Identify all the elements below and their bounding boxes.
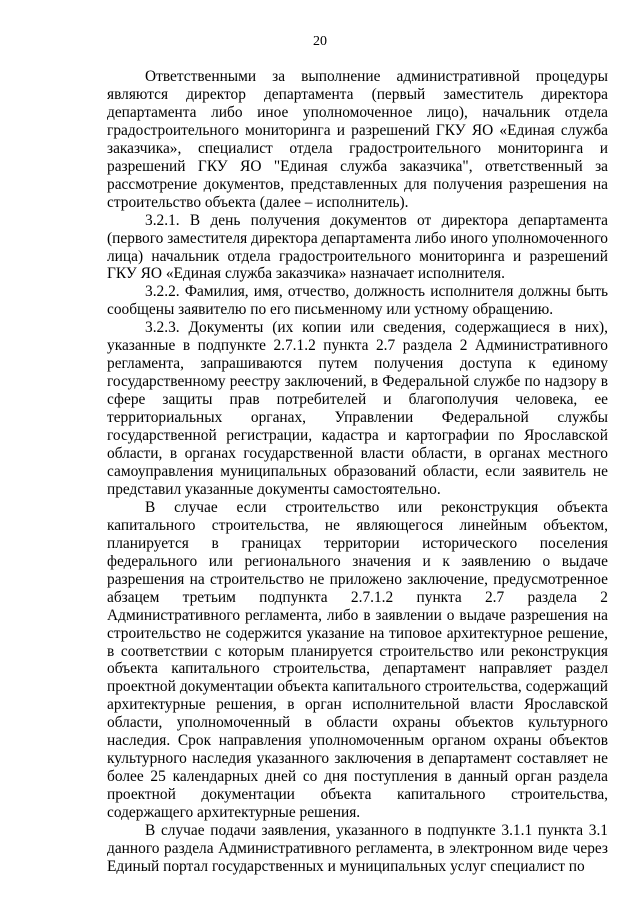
paragraph-3-2-1: 3.2.1. В день получения документов от директора департамента (первого заместителя директора департамента либо иного уполномоченного лица) начальник отдела градостроительного мониторинга и разрешений ГКУ ЯО «Единая служба заказчика» назначает исполнителя. <box>107 211 608 283</box>
paragraph-3-2-2: 3.2.2. Фамилия, имя, отчество, должность исполнителя должны быть сообщены заявителю по его письменному или устному обращению. <box>107 283 608 319</box>
document-body <box>107 68 608 876</box>
paragraph-electronic-submission: В случае подачи заявления, указанного в подпункте 3.1.1 пункта 3.1 данного раздела Административного регламента, в электронном виде через Единый портал государственных и муниципальных услуг специалист по <box>107 822 608 875</box>
paragraph-responsible-persons: Ответственными за выполнение административной процедуры являются директор департамента (первый заместитель директора департамента либо иное уполномоченное лицо), начальник отдела градостроительного мониторинга и разрешений ГКУ ЯО «Единая служба заказчика», специалист отдела градостроительного мониторинга и разрешений ГКУ ЯО "Единая служба заказчика", ответственный за рассмотрение документов, представленных для получения разрешения на строительство объекта (далее – исполнитель). <box>107 68 608 211</box>
paragraph-3-2-3: 3.2.3. Документы (их копии или сведения, содержащиеся в них), указанные в подпункте 2.7.1.2 пункта 2.7 раздела 2 Административного регламента, запрашиваются путем получения доступа к единому государственному реестру заключений, в Федеральной службе по надзору в сфере защиты прав потребителей и благополучия человека, ее территориальных органах, Управлении Федеральной службы государственной регистрации, кадастра и картографии по Ярославской области, в органах государственной власти области, в органах местного самоуправления муниципальных образований области, если заявитель не представил указанные документы самостоятельно. <box>107 319 608 498</box>
paragraph-historic-settlement: В случае если строительство или реконструкция объекта капитального строительства, не являющегося линейным объектом, планируется в границах территории исторического поселения федерального или регионального значения и к заявлению о выдаче разрешения на строительство не приложено заключение, предусмотренное абзацем третьим подпункта 2.7.1.2 пункта 2.7 раздела 2 Административного регламента, либо в заявлении о выдаче разрешения на строительство не содержится указание на типовое архитектурное решение, в соответствии с которым планируется строительство или реконструкция объекта капитального строительства, департамент направляет раздел проектной документации объекта капитального строительства, содержащий архитектурные решения, в орган исполнительной власти Ярославской области, уполномоченный в области охраны объектов культурного наследия. Срок направления уполномоченным органом охраны объектов культурного наследия указанного заключения в департамент составляет не более 25 календарных дней со дня поступления в данный орган раздела проектной документации объекта капитального строительства, содержащего архитектурные решения. <box>107 498 608 822</box>
page-number: 20 <box>313 34 327 49</box>
